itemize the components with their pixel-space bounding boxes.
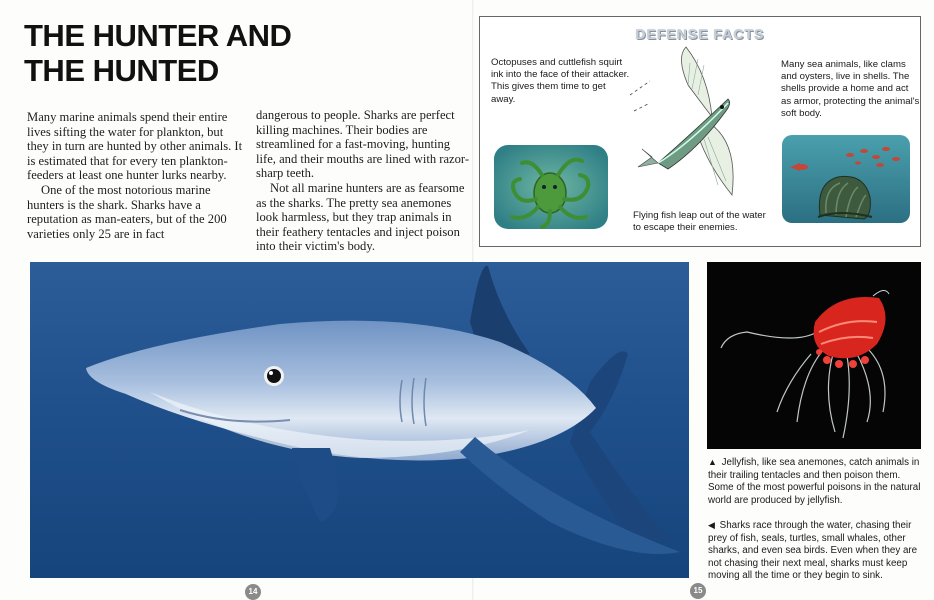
body-paragraph: Not all marine hunters are as fearsome as the sharks. The pretty sea anemones look harmless, but they trap animals in their feathery tentacles and inject poison into their victim's body. xyxy=(256,180,465,254)
page-number-right: 15 xyxy=(690,583,706,599)
jellyfish-caption-text: Jellyfish, like sea anemones, catch animals in their trailing tentacles and then poison them. Some of the most powerful poisons in the natural world are produced by jellyfish. xyxy=(708,457,921,506)
body-paragraph: dangerous to people. Sharks are perfect killing machines. Their bodies are streamlined for a fast-moving, hunting life, and their mouths are lined with razor-sharp teeth. xyxy=(256,108,470,181)
left-triangle-icon: ◀ xyxy=(708,520,715,530)
jellyfish-caption xyxy=(708,456,922,507)
title-line-2: THE HUNTED xyxy=(24,53,219,88)
octopus-fact: Octopuses and cuttlefish squirt ink into the face of their attacker. This gives them time to get away. xyxy=(491,57,630,105)
jellyfish-photo xyxy=(707,262,921,449)
shell-fact: Many sea animals, like clams and oysters, live in shells. The shells provide a home and act as armor, protecting the animal's soft body. xyxy=(781,59,920,119)
shark-caption-text: Sharks race through the water, chasing their prey of fish, seals, turtles, small whales, other sharks, and even sea birds. Even when they are not chasing their next meal, sharks must keep moving all the time or they begin to sink. xyxy=(708,520,918,582)
shark-caption xyxy=(708,519,922,583)
body-paragraph: One of the most notorious marine hunters is the shark. Sharks have a reputation as man-eaters, but of the 200 varieties only 25 are in fact xyxy=(27,182,227,241)
page-number-left: 14 xyxy=(245,584,261,600)
body-column-1 xyxy=(27,110,247,241)
body-paragraph: Many marine animals spend their entire lives sifting the water for plankton, but they in turn are hunted by other animals. It is estimated that for every ten plankton-feeders at least one hunter lurks nearby. xyxy=(27,110,243,183)
octopus-illustration xyxy=(492,141,610,233)
clam-illustration xyxy=(780,133,912,225)
defense-facts-box xyxy=(479,16,921,247)
flying-fish-fact: Flying fish leap out of the water to escape their enemies. xyxy=(633,210,766,234)
up-triangle-icon: ▲ xyxy=(708,457,717,467)
page-title xyxy=(24,18,364,88)
title-line-1: THE HUNTER AND xyxy=(24,18,292,53)
shark-photo xyxy=(30,262,689,578)
body-column-2 xyxy=(256,108,470,254)
defense-facts-title: DEFENSE FACTS xyxy=(635,26,765,42)
flying-fish-illustration xyxy=(628,45,746,205)
